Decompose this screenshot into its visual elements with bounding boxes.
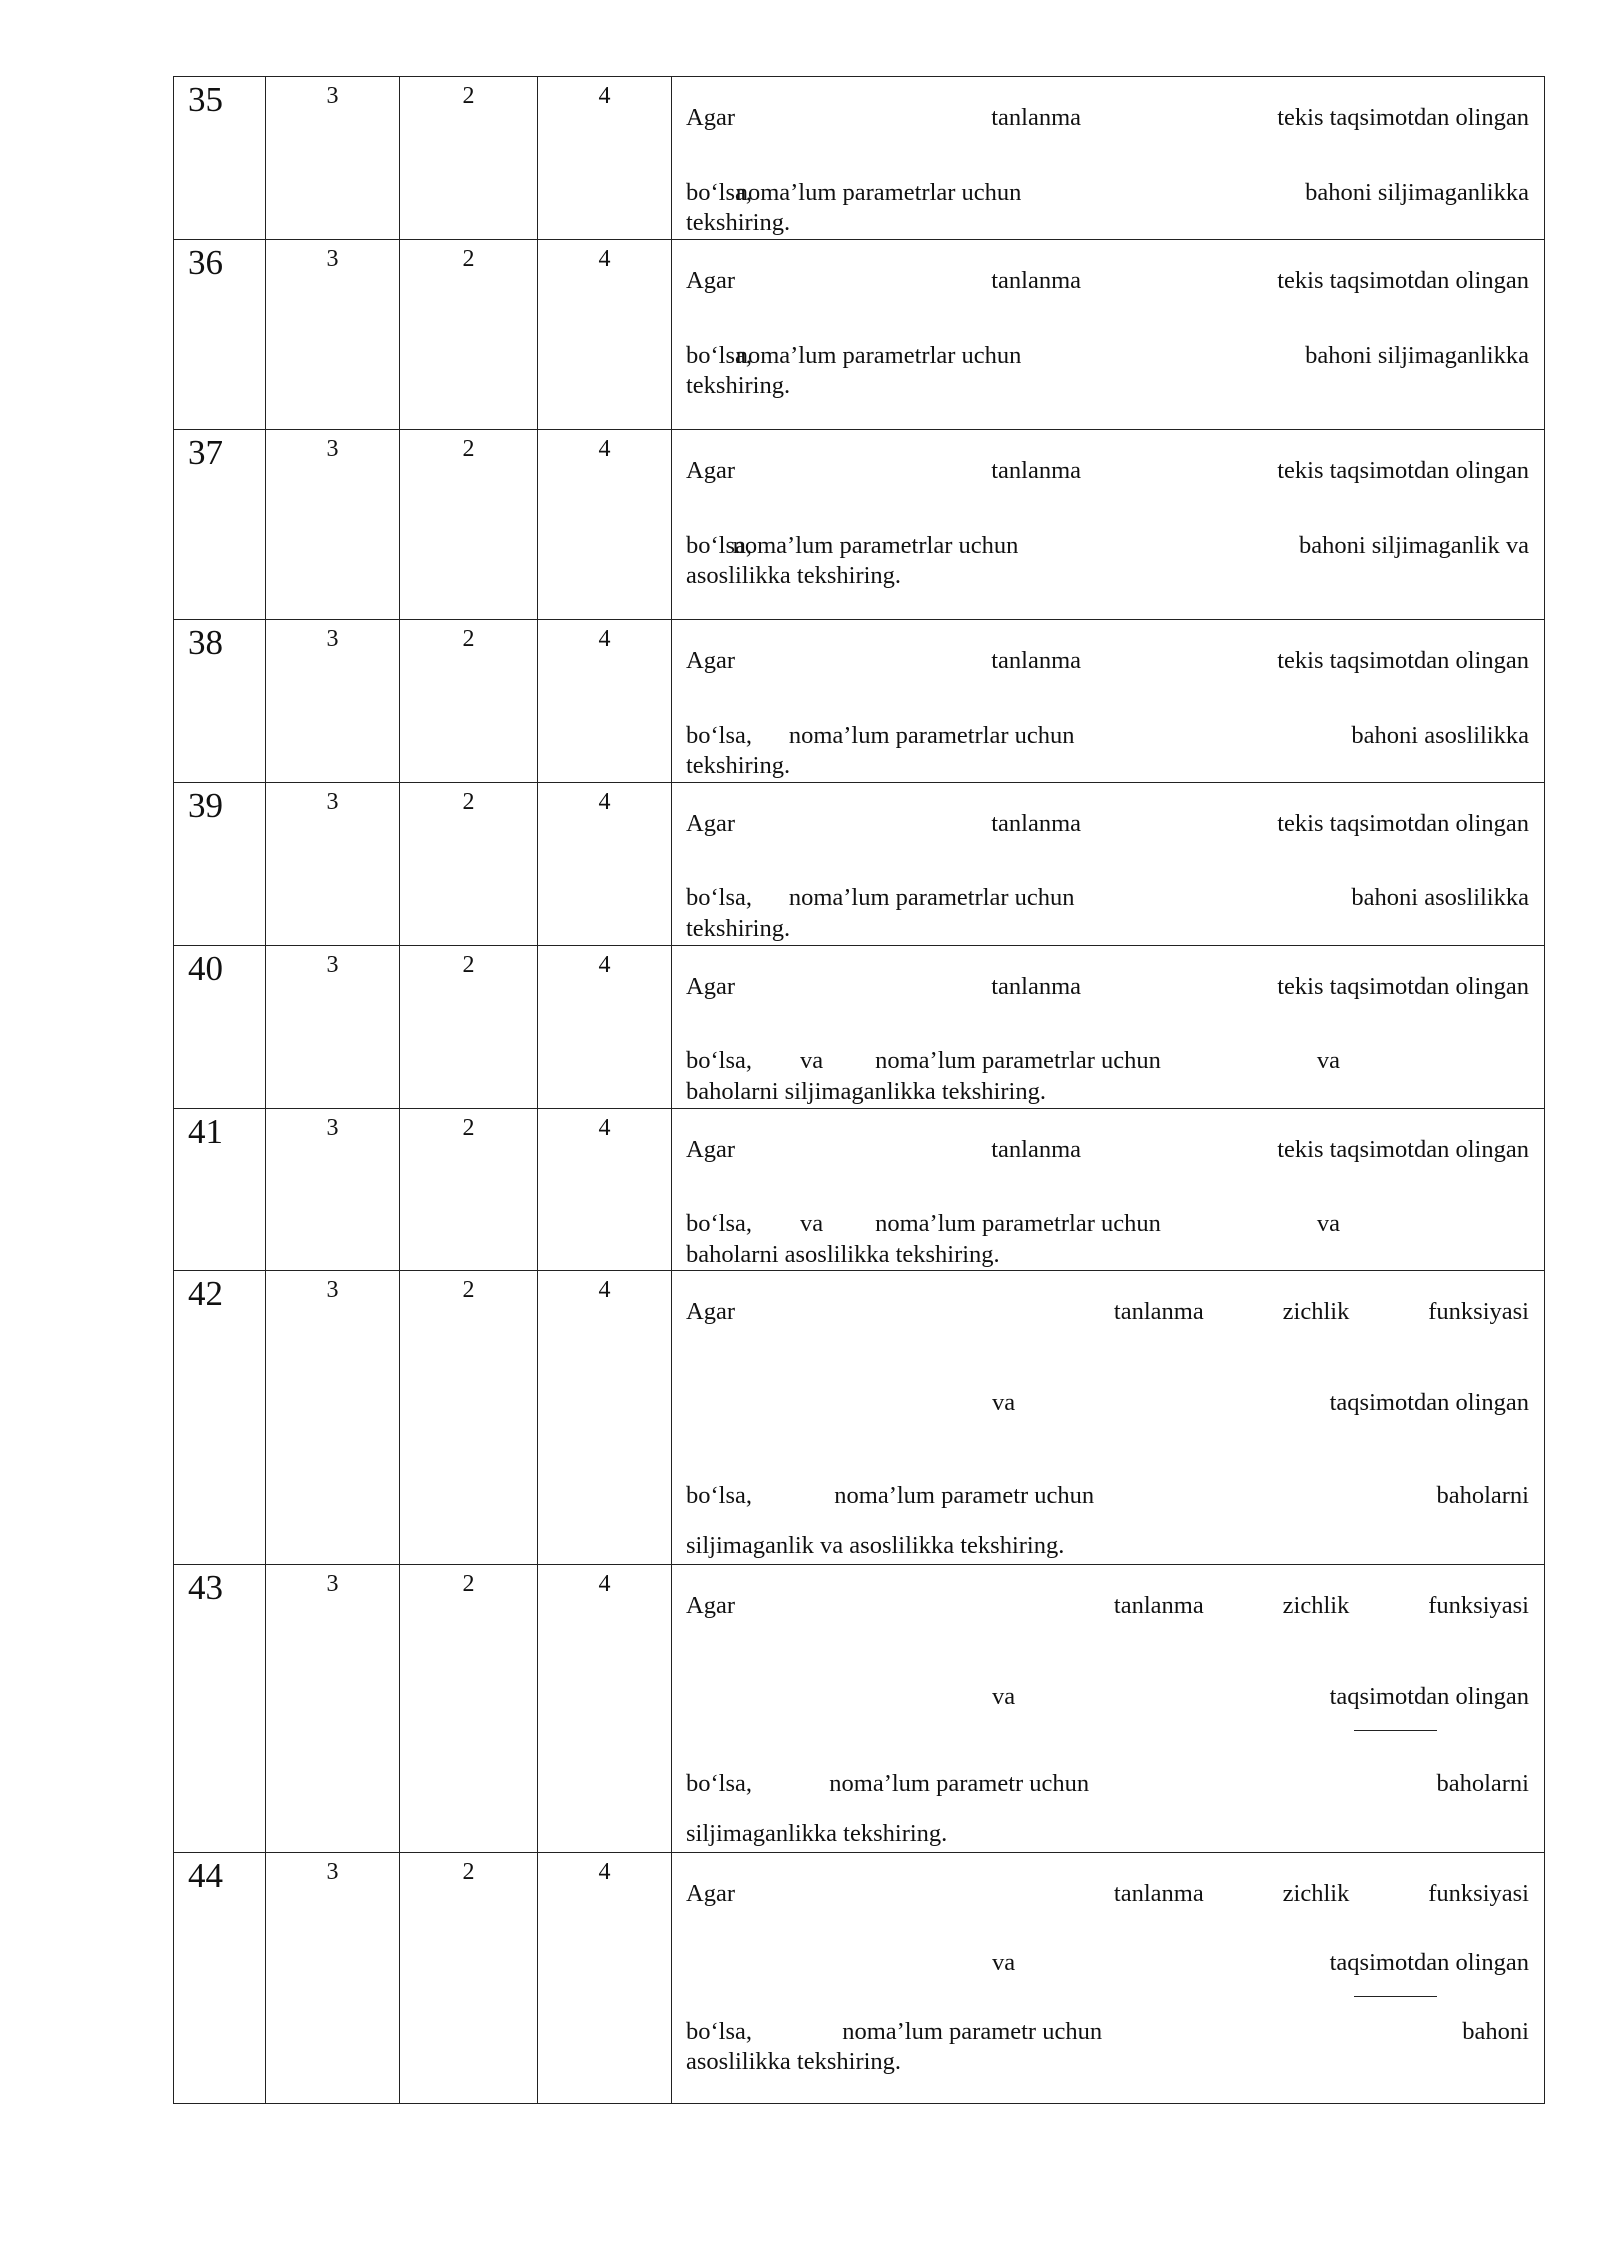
row-number: 36 xyxy=(174,239,266,429)
question-text xyxy=(672,1853,1545,2104)
score-a: 3 xyxy=(266,239,400,429)
word: Agar xyxy=(686,104,735,131)
word: Agar xyxy=(686,1135,735,1163)
word: Agar xyxy=(686,646,735,674)
word: baholarni xyxy=(1436,1481,1529,1509)
score-b: 2 xyxy=(400,239,538,429)
word: bo‘lsa, xyxy=(686,341,752,369)
score-c: 4 xyxy=(538,782,672,945)
text-line: tekshiring. xyxy=(686,752,791,780)
word: Agar xyxy=(686,456,735,484)
row-number: 38 xyxy=(174,619,266,782)
word: funksiyasi xyxy=(1428,1880,1529,1908)
table-row xyxy=(174,619,1545,782)
word: Agar xyxy=(686,1592,735,1620)
row-number: 41 xyxy=(174,1108,266,1271)
word: tanlanma xyxy=(1113,1880,1204,1908)
score-c: 4 xyxy=(538,1853,672,2104)
word: bo‘lsa, xyxy=(686,721,752,749)
score-a: 3 xyxy=(266,429,400,619)
score-c: 4 xyxy=(538,1565,672,1853)
word: bahoni asoslilikka xyxy=(1351,884,1529,912)
table-row xyxy=(174,1108,1545,1271)
word: tanlanma xyxy=(1113,1592,1204,1620)
word: tekis taqsimotdan olingan xyxy=(1277,809,1529,837)
word: bo‘lsa, xyxy=(686,1481,752,1509)
word: bo‘lsa, xyxy=(686,1047,752,1075)
word: noma’lum parametrlar uchun xyxy=(788,721,1075,749)
table-row xyxy=(174,782,1545,945)
score-b: 2 xyxy=(400,619,538,782)
word: tekis taqsimotdan olingan xyxy=(1277,266,1529,294)
word: bahoni siljimaganlikka xyxy=(1305,178,1529,206)
question-text xyxy=(672,1271,1545,1565)
word: va xyxy=(1316,1210,1340,1238)
word: bahoni siljimaganlik va xyxy=(1298,531,1529,559)
text-line: asoslilikka tekshiring. xyxy=(686,2048,902,2076)
word: noma’lum parametrlar uchun xyxy=(875,1210,1161,1238)
word: tanlanma xyxy=(991,972,1081,1000)
row-number: 42 xyxy=(174,1271,266,1565)
question-text xyxy=(672,77,1545,240)
word: bahoni siljimaganlikka xyxy=(1305,341,1529,369)
score-b: 2 xyxy=(400,945,538,1108)
word: tanlanma xyxy=(991,104,1081,131)
score-b: 2 xyxy=(400,782,538,945)
word: bo‘lsa, xyxy=(686,178,752,206)
score-a: 3 xyxy=(266,945,400,1108)
word: va xyxy=(992,1949,1016,1976)
question-text xyxy=(672,782,1545,945)
word: tekis taqsimotdan olingan xyxy=(1277,104,1529,131)
word: Agar xyxy=(686,809,735,837)
word: zichlik xyxy=(1282,1298,1350,1326)
word: bo‘lsa, xyxy=(686,2017,752,2045)
table-row xyxy=(174,429,1545,619)
question-text xyxy=(672,619,1545,782)
question-text xyxy=(672,945,1545,1108)
word: bo‘lsa, xyxy=(686,1210,752,1238)
table-row xyxy=(174,945,1545,1108)
row-number: 43 xyxy=(174,1565,266,1853)
word: zichlik xyxy=(1282,1592,1350,1620)
text-line: tekshiring. xyxy=(686,372,791,400)
word: va xyxy=(992,1683,1016,1710)
text-line: asoslilikka tekshiring. xyxy=(686,562,902,590)
row-number: 35 xyxy=(174,77,266,240)
word: baholarni xyxy=(1436,1769,1529,1797)
question-text xyxy=(672,1108,1545,1271)
word: tanlanma xyxy=(991,1135,1081,1163)
score-c: 4 xyxy=(538,239,672,429)
score-a: 3 xyxy=(266,1271,400,1565)
text-line: siljimaganlik va asoslilikka tekshiring. xyxy=(686,1532,1065,1560)
word: va xyxy=(800,1047,824,1075)
word: va xyxy=(992,1389,1016,1416)
word: tekis taqsimotdan olingan xyxy=(1277,1135,1529,1163)
table-row xyxy=(174,239,1545,429)
word: noma’lum parametrlar uchun xyxy=(788,884,1075,912)
score-b: 2 xyxy=(400,1565,538,1853)
table-row xyxy=(174,77,1545,240)
word: bo‘lsa, xyxy=(686,1769,752,1797)
row-number: 40 xyxy=(174,945,266,1108)
score-b: 2 xyxy=(400,1108,538,1271)
score-c: 4 xyxy=(538,1108,672,1271)
score-c: 4 xyxy=(538,77,672,240)
score-b: 2 xyxy=(400,1853,538,2104)
word: tekis taqsimotdan olingan xyxy=(1277,646,1529,674)
word: taqsimotdan olingan xyxy=(1330,1682,1529,1713)
score-b: 2 xyxy=(400,77,538,240)
word: tanlanma xyxy=(991,456,1081,484)
word: bahoni asoslilikka xyxy=(1351,721,1529,749)
score-c: 4 xyxy=(538,429,672,619)
word: noma’lum parametr uchun xyxy=(829,1769,1090,1797)
word: noma’lum parametrlar uchun xyxy=(732,531,1019,559)
word: tekis taqsimotdan olingan xyxy=(1277,456,1529,484)
word: zichlik xyxy=(1282,1880,1350,1908)
word: noma’lum parametrlar uchun xyxy=(875,1047,1161,1075)
word: noma’lum parametrlar uchun xyxy=(735,178,1022,206)
word: tanlanma xyxy=(991,809,1081,837)
text-line: tekshiring. xyxy=(686,915,791,942)
text-line: siljimaganlikka tekshiring. xyxy=(686,1820,948,1848)
word: noma’lum parametr uchun xyxy=(834,1481,1095,1509)
word: tekis taqsimotdan olingan xyxy=(1277,972,1529,1000)
row-number: 37 xyxy=(174,429,266,619)
text-line: baholarni asoslilikka tekshiring. xyxy=(686,1240,1000,1268)
question-text xyxy=(672,429,1545,619)
score-a: 3 xyxy=(266,1108,400,1271)
word: taqsimotdan olingan xyxy=(1329,1389,1529,1416)
table-row xyxy=(174,1271,1545,1565)
word: va xyxy=(1316,1047,1340,1075)
score-a: 3 xyxy=(266,1853,400,2104)
word: bo‘lsa, xyxy=(686,884,752,912)
word: Agar xyxy=(686,1880,735,1908)
word: noma’lum parametrlar uchun xyxy=(735,341,1022,369)
word: tanlanma xyxy=(991,646,1081,674)
question-text xyxy=(672,239,1545,429)
question-text xyxy=(672,1565,1545,1853)
word: funksiyasi xyxy=(1428,1592,1529,1620)
row-number: 44 xyxy=(174,1853,266,2104)
word: va xyxy=(800,1210,824,1238)
row-number: 39 xyxy=(174,782,266,945)
question-table xyxy=(173,76,1545,2104)
word: Agar xyxy=(686,972,735,1000)
score-a: 3 xyxy=(266,619,400,782)
word: tanlanma xyxy=(991,266,1081,294)
score-b: 2 xyxy=(400,429,538,619)
score-a: 3 xyxy=(266,782,400,945)
word: noma’lum parametr uchun xyxy=(842,2017,1103,2045)
score-a: 3 xyxy=(266,77,400,240)
text-line: baholarni siljimaganlikka tekshiring. xyxy=(686,1077,1046,1105)
word: Agar xyxy=(686,1298,735,1326)
table-row xyxy=(174,1853,1545,2104)
score-c: 4 xyxy=(538,1271,672,1565)
word: Agar xyxy=(686,266,735,294)
score-a: 3 xyxy=(266,1565,400,1853)
word: funksiyasi xyxy=(1428,1298,1529,1326)
word: tanlanma xyxy=(1113,1298,1204,1326)
score-c: 4 xyxy=(538,945,672,1108)
text-line: tekshiring. xyxy=(686,209,791,237)
word: bahoni xyxy=(1462,2017,1529,2045)
table-row xyxy=(174,1565,1545,1853)
word: bo‘lsa, xyxy=(686,531,752,559)
score-b: 2 xyxy=(400,1271,538,1565)
word: taqsimotdan olingan xyxy=(1330,1948,1529,1979)
score-c: 4 xyxy=(538,619,672,782)
